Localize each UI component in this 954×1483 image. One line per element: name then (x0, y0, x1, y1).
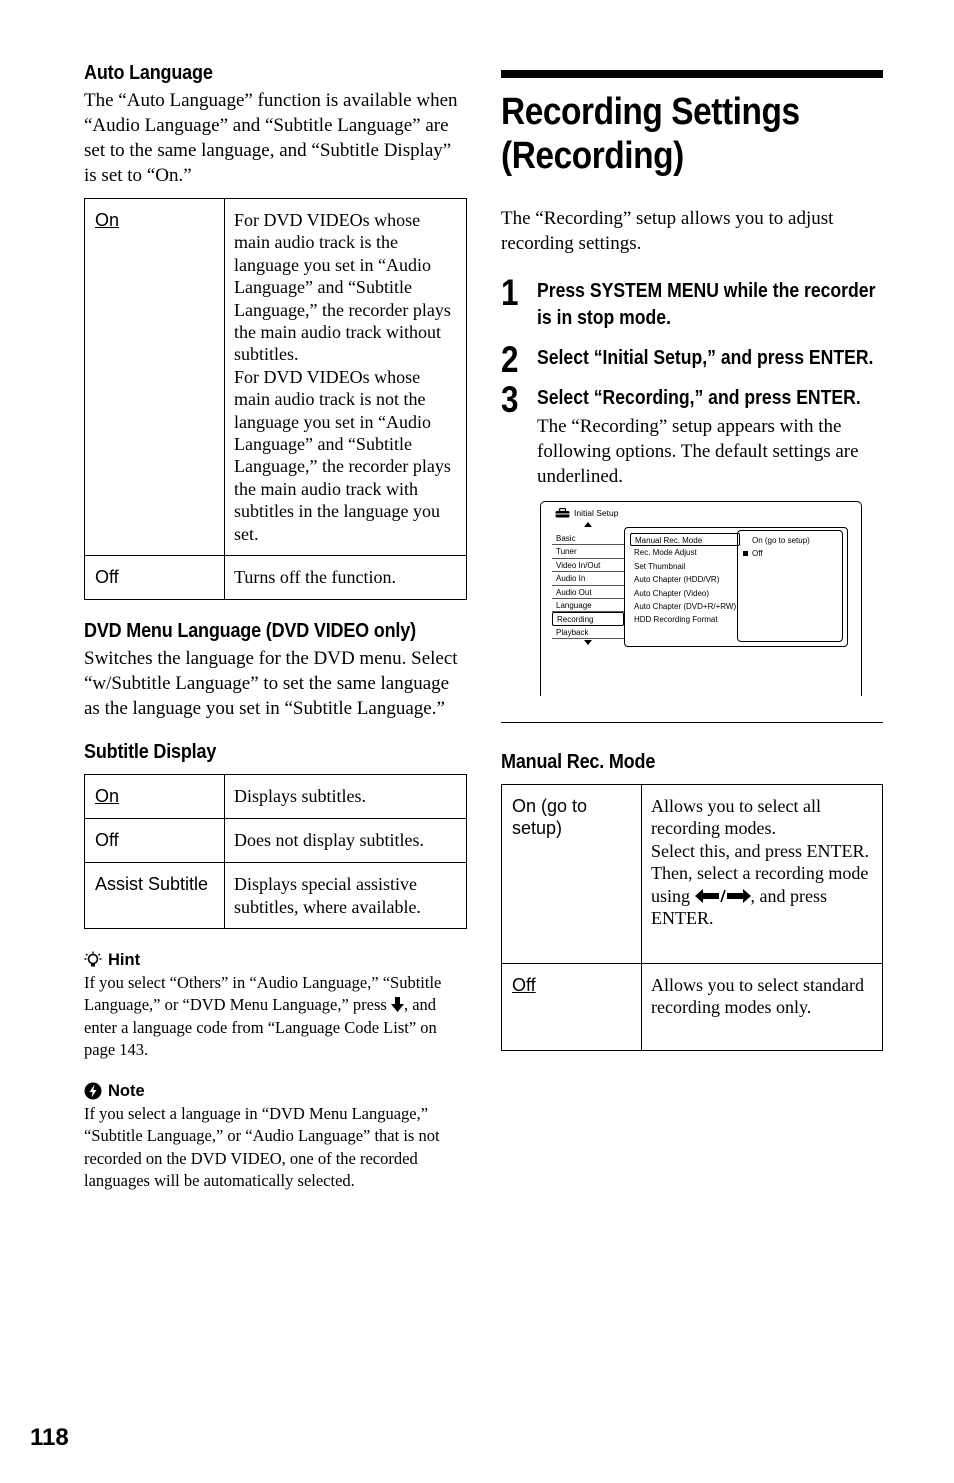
screen-menu (552, 532, 624, 639)
list-item[interactable]: Auto Chapter (DVD+R/+RW) (634, 601, 737, 611)
auto-language-heading: Auto Language (84, 62, 213, 84)
dvd-menu-language-heading: DVD Menu Language (DVD VIDEO only) (84, 620, 416, 643)
suboption-selected[interactable]: Off (738, 548, 842, 561)
menu-item[interactable]: Basic (552, 532, 624, 545)
dvd-menu-language-body: Switches the language for the DVD menu. Select “w/Subtitle Language” to set the same language as the language you set in “Subtitle Language.” (84, 648, 458, 720)
screen-suboptions (737, 530, 843, 642)
hint-text: If you select “Others” in “Audio Language,” “Subtitle Language,” or “DVD Menu Language,” press , and enter a language code from “Language Code List” on page 143. (84, 972, 442, 1060)
list-item[interactable]: Rec. Mode Adjust (634, 548, 697, 558)
lightbulb-icon (84, 951, 102, 969)
auto-language-table (84, 198, 467, 600)
hint-header (84, 951, 467, 970)
menu-item[interactable]: Audio Out (552, 586, 624, 599)
step-3-body: The “Recording” setup appears with the following options. The default settings are underlined. (537, 416, 859, 487)
list-item[interactable]: Auto Chapter (Video) (634, 588, 710, 598)
manual-rec-mode-heading: Manual Rec. Mode (501, 751, 656, 773)
option-desc: Turns off the function. (225, 556, 467, 600)
step-1 (501, 272, 883, 332)
list-item-selected[interactable]: Manual Rec. Mode (630, 533, 740, 546)
table-row (85, 199, 467, 556)
subtitle-display-heading: Subtitle Display (84, 741, 217, 764)
option-key: On (go to setup) (502, 785, 642, 964)
screen-options-panel (624, 527, 848, 647)
table-row (85, 556, 467, 600)
option-key: Off (512, 975, 536, 995)
scroll-down-icon (584, 640, 592, 645)
manual-rec-mode-table (501, 784, 883, 1051)
note-text: If you select a language in “DVD Menu Language,” “Subtitle Language,” or “Audio Language” that is not recorded on the DVD VIDEO, one of the recorded languages will be automatically selected. (84, 1103, 440, 1191)
menu-item[interactable]: Tuner (552, 545, 624, 558)
step-3 (501, 379, 883, 489)
option-desc: For DVD VIDEOs whose main audio track is the language you set in “Audio Language” and “Subtitle Language,” the recorder plays the main audio track without subtitles. For DVD VIDEOs whose main audio track is not the language you set in “Audio Language” and “Subtitle Language,” the recorder plays the main audio track with subtitles in the language you set. (225, 199, 467, 556)
step-number: 3 (501, 379, 519, 420)
step-number: 2 (501, 339, 519, 380)
list-item[interactable]: Set Thumbnail (634, 561, 686, 571)
left-column (84, 62, 467, 1193)
screen-title: Initial Setup (555, 508, 618, 518)
list-item[interactable]: HDD Recording Format (634, 615, 718, 625)
subtitle-display-table (84, 774, 467, 929)
step-text: Press SYSTEM MENU while the recorder is in stop mode. (537, 280, 876, 329)
scroll-up-icon (584, 522, 592, 527)
note-icon (84, 1082, 102, 1100)
step-text: Select “Recording,” and press ENTER. (537, 387, 861, 409)
step-number: 1 (501, 272, 519, 313)
step-text: Select “Initial Setup,” and press ENTER. (537, 347, 874, 369)
menu-item-selected[interactable]: Recording (552, 612, 624, 625)
menu-item[interactable]: Audio In (552, 572, 624, 585)
step-2 (501, 339, 883, 380)
option-desc: Does not display subtitles. (225, 819, 467, 863)
menu-item[interactable]: Video In/Out (552, 559, 624, 572)
option-key: Assist Subtitle (85, 863, 225, 929)
table-row (502, 785, 883, 964)
auto-language-intro: The “Auto Language” function is available when “Audio Language” and “Subtitle Language” are set to the same language, and “Subtitle Display” is set to “On.” (84, 90, 458, 186)
screen-items (630, 533, 740, 627)
toolbox-icon (555, 508, 570, 518)
note-label: Note (108, 1081, 145, 1100)
page-number: 118 (30, 1424, 69, 1451)
menu-item[interactable]: Playback (552, 626, 624, 639)
section-rule (501, 70, 883, 78)
table-row (85, 863, 467, 929)
option-key: Off (85, 819, 225, 863)
recording-intro: The “Recording” setup allows you to adjust recording settings. (501, 208, 834, 254)
table-row (502, 964, 883, 1051)
option-desc: Displays special assistive subtitles, where available. (225, 863, 467, 929)
option-desc: Displays subtitles. (225, 775, 467, 819)
menu-item[interactable]: Language (552, 599, 624, 612)
list-item[interactable]: Auto Chapter (HDD/VR) (634, 575, 720, 585)
initial-setup-screen (540, 501, 862, 696)
table-row (85, 775, 467, 819)
left-right-arrow-icon (695, 889, 751, 903)
option-key: On (95, 786, 120, 807)
option-key: On (95, 210, 120, 230)
page-title: Recording Settings (Recording) (501, 91, 800, 177)
option-key: Off (85, 556, 225, 600)
suboption[interactable]: On (go to setup) (752, 536, 810, 545)
section-divider (501, 722, 883, 723)
option-desc: Allows you to select all recording modes. Select this, and press ENTER. Then, select a recording mode using , and press ENTER. (642, 785, 883, 964)
note-header (84, 1082, 467, 1101)
table-row (85, 819, 467, 863)
down-arrow-icon (391, 997, 404, 1012)
right-column (501, 62, 883, 1051)
option-desc: Allows you to select standard recording modes only. (642, 964, 883, 1051)
hint-label: Hint (108, 950, 141, 969)
